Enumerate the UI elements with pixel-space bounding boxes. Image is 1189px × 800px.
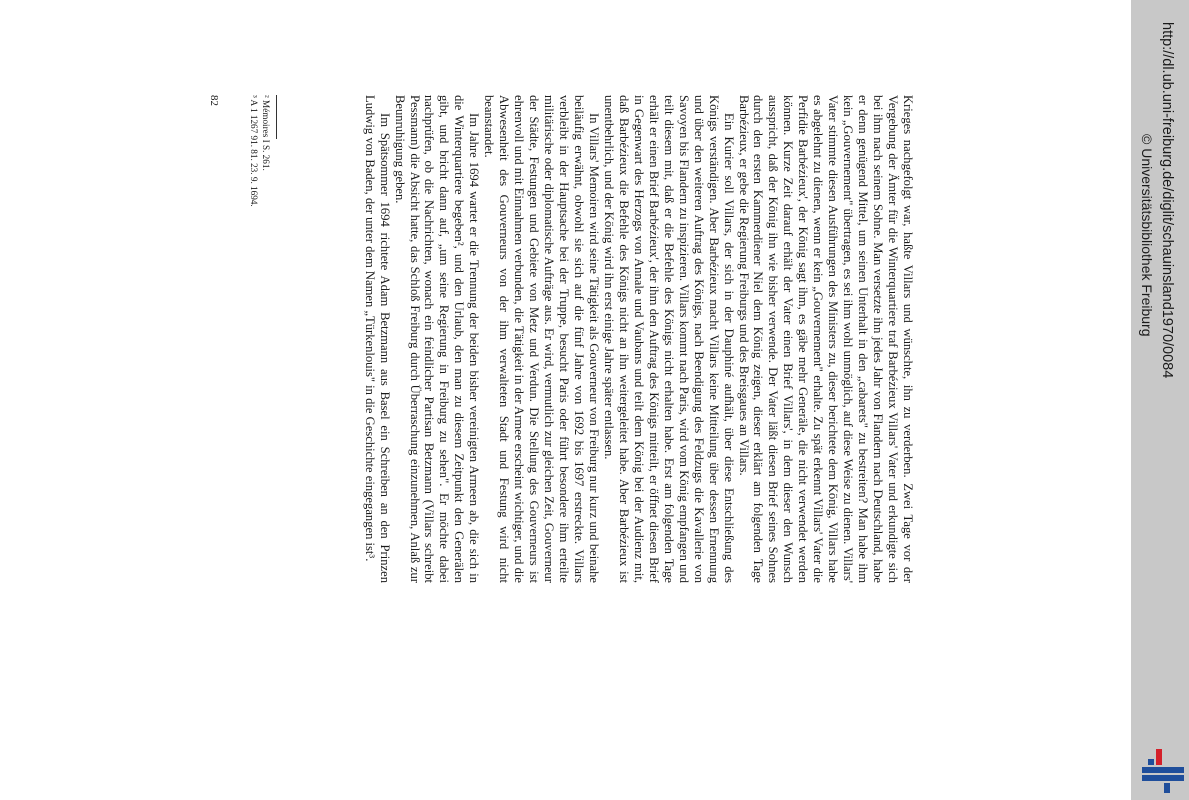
source-url-link[interactable]: http://dl.ub.uni-freiburg.de/diglit/schauinsland1970/0084 xyxy=(1159,22,1175,379)
footnote: ² Mémoires I S. 261. xyxy=(261,95,271,171)
page-number: 82 xyxy=(208,95,220,106)
paragraph: Ein Kurier soll Villars, der sich in der Dauphiné aufhält, über diese Entschließung des Königs verständigen. Aber Barbézieux macht Villars keine Mitteilung über dessen Ernennung und über den weiteren Auftrag des Königs, nach Beendigung des Feldzugs die Kavallerie von Savoyen bis Flandern zu inspizieren. Villars kommt nach Paris, wird vom König empfangen und teilt diesem mit, daß er die Befehle des Königs nicht erhalten habe. Erst am folgenden Tage erhält er einen Brief Barbézieux', der ihm den Auftrag des Königs mitteilt, er öffnet diesen Brief in Gegenwart des Herzogs von Annale und Vaubans und teilt dem König bei der Audienz mit, daß Barbézieux die Befehle des Königs nicht an ihn weitergeleitet habe. Aber Barbézieux ist unentbehrlich, und der König wird ihn erst einige Jahre später entlassen. xyxy=(601,95,736,583)
footnote: ³ A 1 1267 91. 81. 23. 9. 1694. xyxy=(249,95,260,207)
rotated-page xyxy=(45,0,1130,765)
university-library-logo-icon xyxy=(1138,745,1188,795)
logo-bar xyxy=(1156,749,1162,765)
logo-bar xyxy=(1142,775,1184,781)
logo-bar xyxy=(1148,759,1154,765)
copyright-notice: © Universitätsbibliothek Freiburg xyxy=(1139,134,1155,337)
paragraph: Im Spätsommer 1694 richtete Adam Betzmann aus Basel ein Schreiben an den Prinzen Ludwig von Baden, der unter dem Namen „Türkenlouis" in die Geschichte eingegangen ist³. xyxy=(362,95,392,583)
logo-bar xyxy=(1164,783,1170,793)
sidebar-text xyxy=(1131,22,1189,782)
paragraph: In Villars' Memoiren wird seine Tätigkeit als Gouverneur von Freiburg nur kurz und beinahe beiläufig erwähnt, obwohl sie sich auf die fünf Jahre von 1692 bis 1697 erstreckte. Villars verbleibt in der Hauptsache bei der Truppe, besucht Paris oder führt besondere ihm erteilte militärische oder diplomatische Aufträge aus. Er wird, vermutlich zur gleichen Zeit, Gouverneur der Städte, Festungen und Gebiete von Metz und Verdun. Die Stellung des Gouverneurs ist ehrenvoll und mit Einnahmen verbunden, die Tätigkeit in der Armee erscheint wichtiger, und die Abwesenheit des Gouverneurs von der ihm verwalteten Stadt und Festung wird nicht beanstandet. xyxy=(482,95,601,583)
footnote-separator xyxy=(276,95,277,139)
logo-bar xyxy=(1142,767,1184,773)
paragraph: Im Jahre 1694 wartet er die Trennung der beiden bisher vereinigten Armeen ab, die sich in die Winterquartiere begeben², und den Urlaub, den man zu diesem Zeitpunkt den Generälen gibt, und bricht dann auf, „um seine Regierung in Freiburg zu sehen". Er möchte dabei nachprüfen, ob die Nachrichten, wonach ein feindlicher Partisan Betzmann (Villars schreibt Pessmann) die Absicht hatte, das Schloß Freiburg durch Überraschung einzunehmen, Anlaß zur Beunruhigung geben. xyxy=(392,95,482,583)
body-text xyxy=(362,95,915,583)
paragraph: Krieges nachgefolgt war, haßte Villars und wünschte, ihn zu verderben. Zwei Tage vor der Vergebung der Ämter für die Winterquartiere traf Barbézieux Villars' Vater und erkundigte sich bei ihm nach seinem Sohne. Man versetzte ihn jedes Jahr von Flandern nach Deutschland, habe er denn genügend Mittel, um seinen Unterhalt in den „cabarets" zu bestreiten? Man habe ihm kein „Gouvernement" übertragen, es sei ihm wohl unmöglich, auf diese Weise zu dienen. Villars' Vater stimmte diesen Ausführungen des Ministers zu, dieser berichtete dem König, Villars habe es abgelehnt zu dienen, wenn er kein „Gouvernement" erhalte. Zu spät erkennt Villars' Vater die Perfidie Barbézieux', der König sagt ihm, es gäbe mehr Generäle, die nicht verwendet werden können. Kurze Zeit darauf erhält der Vater einen Brief Villars', in dem dieser den Wunsch ausspricht, daß der König ihn wie bisher verwende. Der Vater läßt diesen Brief seines Sohnes durch den ersten Kammerdiener Niel dem König zeigen, dieser erklärt am folgenden Tage Barbézieux, er gebe die Regierung Freiburgs und des Breisgaues an Villars. xyxy=(736,95,915,583)
footnotes xyxy=(248,95,271,583)
